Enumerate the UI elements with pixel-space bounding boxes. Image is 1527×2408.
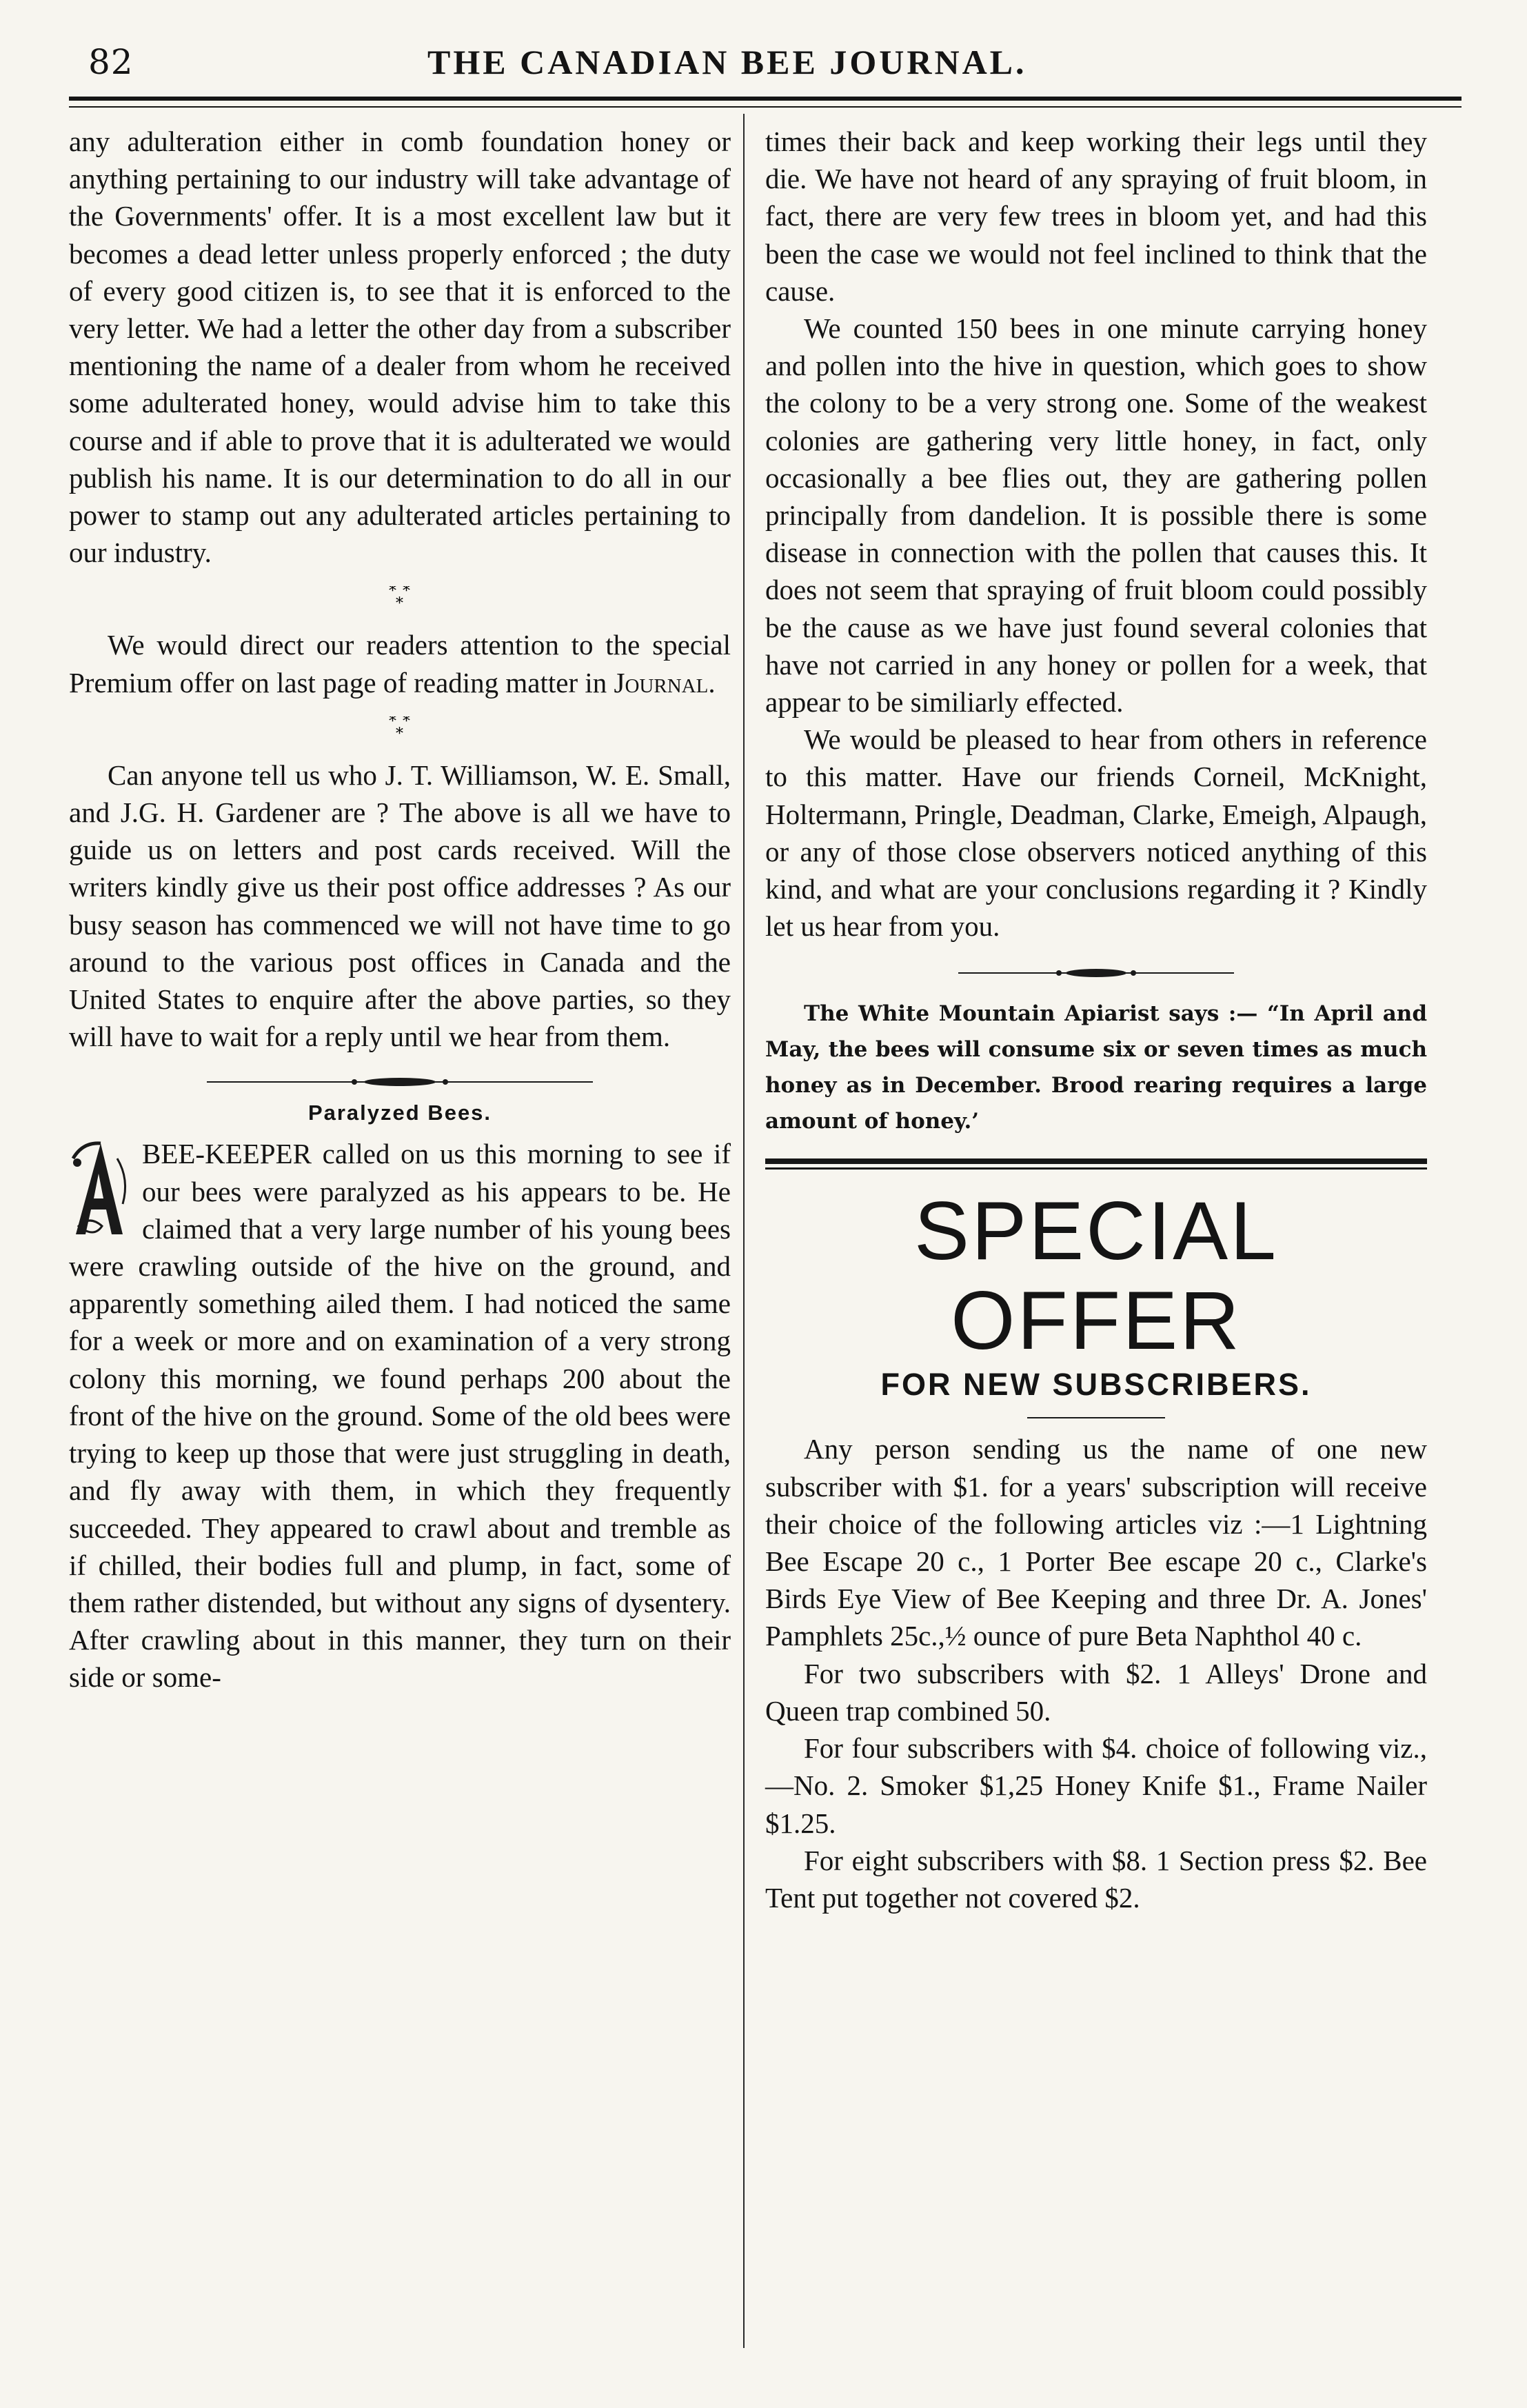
offer-paragraph-two: For two subscribers with $2. 1 Alleys' Drone and Queen trap combined 50. (765, 1657, 1427, 1727)
journal-title: THE CANADIAN BEE JOURNAL. (427, 43, 1027, 81)
svg-text:*: * (396, 725, 403, 740)
journal-smallcaps: Journal (614, 666, 709, 699)
left-column (69, 123, 731, 1696)
short-rule-icon (765, 1403, 1427, 1430)
offer-paragraph-four: For four subscribers with $4. choice of following viz.,—No. 2. Smoker $1,25 Honey Knife $1., Frame Nailer $1.25. (765, 1732, 1427, 1839)
right-paragraph-counted-bees: We counted 150 bees in one minute carrying honey and pollen into the hive in question, which goes to show the colony to be a very strong one. Some of the weakest colonies are gathering very little honey, in fact, only occasionally a bee flies out, they are gathering pollen principally from dandelion. It is possible there is some disease in connection with the pollen that causes this. It does not seem that spraying of fruit bloom could possibly be the cause as we have just found several colonies that have not carried in any honey or pollen for a week, that appear to be similiarly effected. (765, 312, 1427, 719)
svg-text:A: A (69, 1138, 70, 1139)
right-paragraph-continuation: times their back and keep working their legs until they die. We have not heard of any spraying of fruit bloom, in fact, there are very few trees in bloom yet, and had this been the case we would not feel inclined to think that the cause. (765, 126, 1427, 307)
svg-text:*: * (403, 716, 410, 730)
offer-paragraph-eight: For eight subscribers with $8. 1 Section press $2. Bee Tent put together not covered $2. (765, 1844, 1427, 1914)
asterism-icon (386, 586, 414, 610)
double-rule-icon (765, 1156, 1427, 1174)
header-rule-thick (69, 97, 1462, 101)
left-paragraph-paralyzed: BEE-KEEPER called on us this morning to see if our bees were paralyzed as his appears to be. He claimed that a very large number of his young bees were crawling outside of the hive on the ground, and apparently something ailed them. I had noticed the same for a week or more and on examination of a very strong colony this morning, we found perhaps 200 about the front of the hive on the ground. Some of the old bees were trying to keep up those that were just struggling in death, and fly away with them, in which they frequently succeeded. They appeared to crawl about and tremble as if chilled, their bodies full and plump, in fact, some of them rather distended, but without any signs of dysentery. After crawling about in this manner, they turn on their side or some- (69, 1138, 731, 1694)
column-divider (743, 114, 745, 2348)
svg-text:*: * (389, 586, 396, 601)
right-column (765, 123, 1427, 1916)
asterism-divider (69, 586, 731, 614)
section-heading-paralyzed-bees: Paralyzed Bees. (307, 1101, 492, 1125)
page-number: 82 (88, 42, 134, 82)
svg-text:*: * (403, 586, 410, 601)
left-paragraph-adulteration: any adulteration either in comb foundation honey or anything pertaining to our industry will take advantage of the Governments' offer. It is a most excellent law but it becomes a dead letter unless properly enforced ; the duty of every good citizen is, to see that it is enforced to the very letter. We had a letter the other day from a subscriber mentioning the name of a dealer from whom he received some adulterated honey, would advise him to take this course and if able to prove that it is adulterated we would publish his name. It is our determination to do all in our power to stamp out any adulterated articles pertaining to our industry. (69, 126, 731, 569)
paralyzed-bees-article (69, 1135, 731, 1696)
left-paragraph-inquiry: Can anyone tell us who J. T. Williamson, W. E. Small, and J.G. H. Gardener are ? The above is all we have to guide us on letters and post cards received. Will the writers kindly give us their post office addresses ? As our busy season has commenced we will not have time to go around to the various post offices in Canada and the United States to enquire after the above parties, so they will have to wait for a reply until we hear from them. (69, 759, 731, 1053)
ornamental-rule-icon (207, 1072, 593, 1092)
right-paragraph-request: We would be pleased to hear from others in reference to this matter. Have our friends Corneil, McKnight, Holtermann, Pringle, Deadman, Clarke, Emeigh, Alpaugh, or any of those close observers noticed anything of this kind, and what are your conclusions regarding it ? Kindly let us hear from you. (765, 723, 1427, 943)
ornate-dropcap-icon (69, 1138, 132, 1241)
svg-text:*: * (389, 716, 396, 730)
ornamental-rule-icon (958, 963, 1234, 983)
premium-text: We would direct our readers attention to the special Premium offer on last page of reading matter in (69, 629, 731, 699)
asterism-icon (386, 716, 414, 740)
offer-paragraph-one: Any person sending us the name of one new subscriber with $1. for a years' subscription will receive their choice of the following articles viz :—1 Lightning Bee Escape 20 c., 1 Porter Bee escape 20 c., Clarke's Birds Eye View of Bee Keeping and three Dr. A. Jones' Pamphlets 25c.,½ ounce of pure Beta Naphthol 40 c. (765, 1433, 1427, 1652)
white-mountain-quote: The White Mountain Apiarist says :— “In April and May, the bees will consume six or seven times as much honey as in December. Brood rearing requires a large amount of honey.’ (765, 1001, 1427, 1134)
page-header (69, 38, 1462, 93)
asterism-divider (69, 716, 731, 744)
premium-end: . (708, 666, 716, 699)
special-offer-title: SPECIAL OFFER (914, 1185, 1278, 1367)
header-rule-thin (69, 106, 1462, 108)
special-offer-subtitle: FOR NEW SUBSCRIBERS. (880, 1367, 1312, 1403)
svg-text:*: * (396, 595, 403, 610)
left-paragraph-premium (69, 626, 731, 701)
